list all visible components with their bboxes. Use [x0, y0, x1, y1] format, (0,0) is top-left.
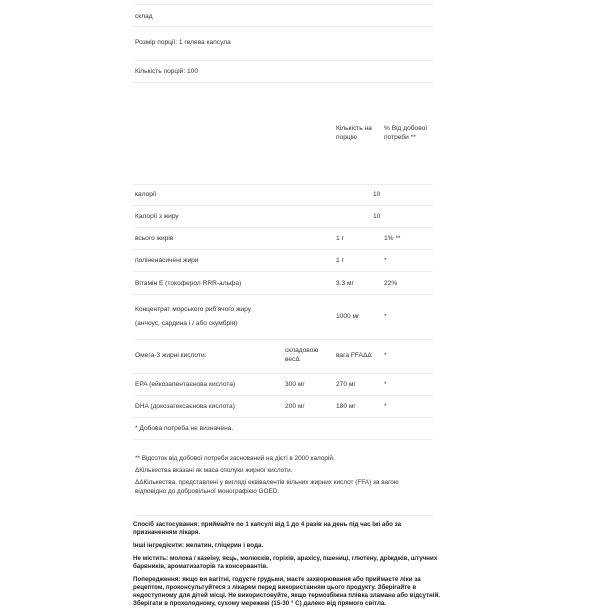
nutrient-name: Калорії з жиру [135, 213, 179, 220]
section-title-row [133, 5, 433, 27]
nutrient-compound-weight: складовою весΔ [285, 347, 319, 363]
nutrient-dv: * [384, 403, 387, 410]
servings-count-row [133, 61, 433, 83]
nutrient-name: поліненасичені жири [135, 257, 199, 264]
free-from-paragraph [133, 555, 443, 571]
column-header-dv: % Від добової потреби ** [384, 125, 428, 141]
usage-text: приймайте по 1 капсулі від 1 до 4 разів на день під час їжі або за призначенням лікаря. [133, 521, 402, 536]
nutrient-name: Вітамін E (токоферол RRR-альфа) [135, 280, 242, 287]
footnotes-block [133, 440, 433, 516]
table-header-row [133, 83, 433, 185]
other-ingredients-paragraph [133, 542, 443, 550]
footnote-delta: ΔКількества вказані як маса сполуки жирної кислоти. [135, 467, 293, 474]
nutrient-name: калорії [135, 191, 157, 198]
table-row [133, 295, 433, 340]
nutrient-name: Омега-3 жирні кислоти: [135, 352, 207, 359]
nutrient-dv: * [384, 313, 387, 320]
nutrient-amount: 3.3 мг [336, 280, 354, 287]
nutrient-amount: 10 [373, 191, 381, 198]
nutrient-name: DHA (докозагексаєнова кислота) [135, 403, 235, 410]
table-row [133, 185, 433, 206]
nutrient-amount: 1000 мг [336, 313, 360, 320]
warning-text: якщо ви вагітні, годуєте грудьми, маєте захворювання або приймаєте ліки за рецептом, проконсультуйтеся з лікарем перед використанням цього продукту. Зберігайте в недоступному для дітей місці. Не використовуйте, якщо термозбіжна плівка зламана або відсутній. Зберігати в прохолодному, сухому мережеві (15-30 ° C) далеко від прямого світла. [133, 576, 441, 607]
nutrient-name: всього жирів [135, 235, 174, 242]
free-from-label: Не містить: [133, 555, 169, 562]
table-row [133, 340, 433, 374]
other-ingredients-label: Інші інгредієнти: [133, 542, 185, 549]
nutrient-amount: 1 г [336, 257, 344, 264]
free-from-text: молока / казеїну, яєць, молюсків, горіхів, арахісу, пшениці, глютену, дріжджів, штучних барвників, ароматизаторів та консервантів. [133, 555, 438, 570]
table-row [133, 396, 433, 418]
nutrient-compound-weight: 300 мг [285, 381, 305, 388]
nutrient-name: Концентрат морського риб'ячого жиру [135, 306, 252, 313]
warning-paragraph [133, 576, 443, 608]
table-row [133, 228, 433, 250]
footnote-not-established: * Добова потреба не визначена. [135, 425, 234, 432]
footnote-row [133, 418, 433, 440]
nutrient-name-detail: (анчоус, сардина і / або скумбрія) [135, 320, 238, 327]
table-row [133, 272, 433, 295]
nutrient-amount: 1 г [336, 235, 344, 242]
servings-count: Кількість порцій: 100 [135, 68, 199, 75]
nutrient-amount: 270 мг [336, 381, 356, 388]
nutrient-dv: 1% ** [384, 235, 401, 242]
nutrient-amount: 180 мг [336, 403, 356, 410]
warning-label: Попередження: [133, 576, 181, 583]
nutrient-compound-weight: 200 мг [285, 403, 305, 410]
column-header-amount: Кількість на порцію [336, 125, 372, 141]
nutrient-name: EPA (ейкозапентаєнова кислота) [135, 381, 236, 388]
serving-size: Розмір порції: 1 гелева капсула [135, 39, 231, 46]
nutrient-dv: 22% [384, 280, 398, 287]
table-row [133, 374, 433, 396]
usage-paragraph [133, 521, 443, 537]
serving-size-row [133, 27, 433, 61]
nutrient-dv: * [384, 352, 387, 359]
section-title: склад [135, 13, 153, 20]
footnote-dv-basis: ** Відсоток від добової потреби заснований на дієті в 2000 калорій. [135, 455, 335, 462]
nutrient-dv: * [384, 381, 387, 388]
usage-label: Спосіб застосування: [133, 521, 200, 528]
nutrient-amount: вага FFAΔΔ [336, 352, 372, 359]
table-row [133, 250, 433, 272]
footnote-double-delta: ΔΔКількества, представлені у вигляді еквівалентів вільних жирних кислот (FFA) за вагою відповідно до добровільної монографією GOED. [135, 479, 399, 495]
other-ingredients-text: желатин, гліцерин і вода. [185, 542, 264, 549]
product-details [133, 521, 443, 613]
nutrient-dv: * [384, 257, 387, 264]
nutrient-amount: 10 [373, 213, 381, 220]
table-row [133, 206, 433, 228]
